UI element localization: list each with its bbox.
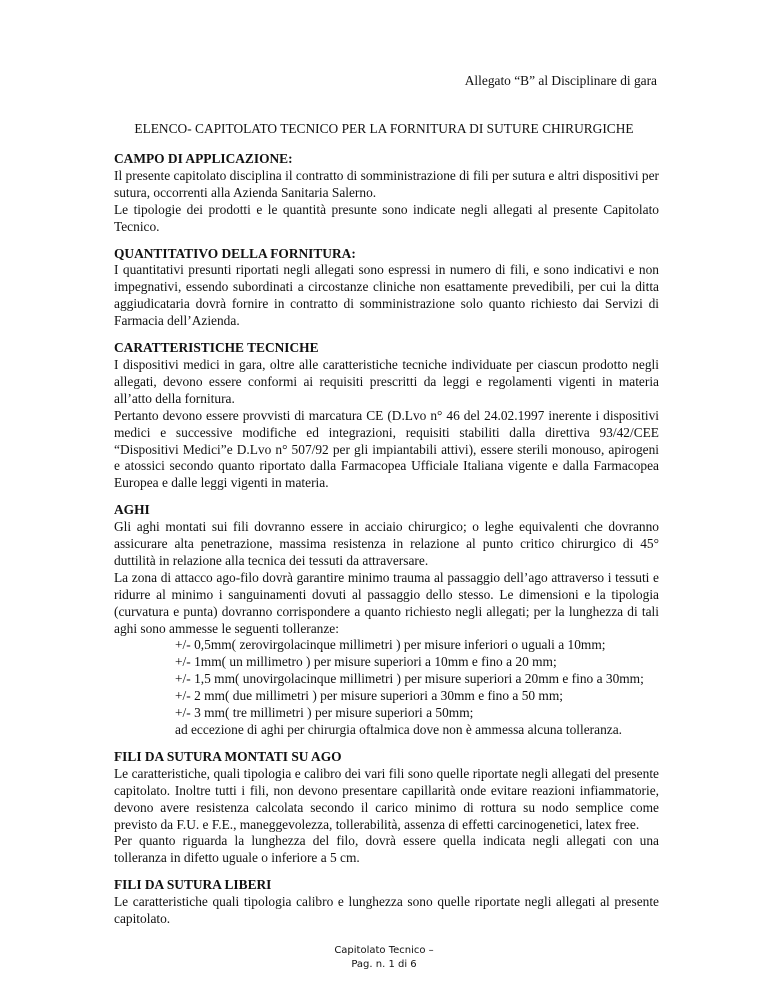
paragraph: Gli aghi montati sui fili dovranno essere in acciaio chirurgico; o leghe equivalenti che dovranno assicurare alta penetrazione, massima resistenza in relazione al punto critico chirurgico di 45° duttilità in relazione alla tecnica dei tessuti da attraversare. <box>114 519 659 568</box>
section-liberi <box>114 877 659 928</box>
paragraph: I dispositivi medici in gara, oltre alle caratteristiche tecniche individuate per ciascun prodotto negli allegati, devono essere conformi ai requisiti prescritti da leggi e regolamenti vigenti in materia all’atto della fornitura. <box>114 356 659 406</box>
footer-title: Capitolato Tecnico – <box>334 945 434 956</box>
paragraph: Il presente capitolato disciplina il contratto di somministrazione di fili per sutura e altri dispositivi per sutura, occorrenti alla Azienda Sanitaria Salerno. <box>114 167 659 200</box>
section-campo <box>114 151 659 236</box>
annex-reference: Allegato “B” al Disciplinare di gara <box>464 73 657 88</box>
section-caratteristiche <box>114 340 659 492</box>
paragraph: I quantitativi presunti riportati negli allegati sono espressi in numero di fili, e sono indicativi e non impegnativi, essendo subordinati a circostanze cliniche non esattamente prevedibili, per cui la ditta aggiudicataria dovrà fornire in contratto di somministrazione solo quanto richiesto dai Servizi di Farmacia dell’Azienda. <box>114 262 659 329</box>
page-number: Pag. n. 1 di 6 <box>351 959 417 970</box>
paragraph: Le caratteristiche quali tipologia calibro e lunghezza sono quelle riportate negli allegati al presente capitolato. <box>114 894 659 927</box>
tolerance-item: +/- 3 mm( tre millimetri ) per misure superiori a 50mm; <box>175 705 474 721</box>
section-montati <box>114 749 659 867</box>
tolerance-item: +/- 2 mm( due millimetri ) per misure superiori a 30mm e fino a 50 mm; <box>175 688 563 704</box>
section-title: FILI DA SUTURA LIBERI <box>114 877 272 893</box>
tolerance-item: +/- 1mm( un millimetro ) per misure superiori a 10mm e fino a 20 mm; <box>175 654 557 670</box>
paragraph: Per quanto riguarda la lunghezza del filo, dovrà essere quella indicata negli allegati con una tolleranza in difetto uguale o inferiore a 5 cm. <box>114 833 659 866</box>
section-aghi <box>114 502 659 739</box>
document-title: ELENCO- CAPITOLATO TECNICO PER LA FORNITURA DI SUTURE CHIRURGICHE <box>134 121 634 136</box>
paragraph: Le caratteristiche, quali tipologia e calibro dei vari fili sono quelle riportate negli allegati del presente capitolato. Inoltre tutti i fili, non devono presentare capillarità onde evitare reazioni infiammatorie, devono avere resistenza calcolata secondo il carico minimo di rottura su nodo semplice come previsto da F.U. e F.E., maneggevolezza, tollerabilità, assenza di effetti carcinogenetici, latex free. <box>114 765 659 832</box>
tolerance-exception: ad eccezione di aghi per chirurgia oftalmica dove non è ammessa alcuna tolleranza. <box>175 722 623 737</box>
tolerance-item: +/- 1,5 mm( unovirgolacinque millimetri ) per misure superiori a 20mm e fino a 30mm; <box>175 671 644 687</box>
tolerance-list <box>114 637 659 722</box>
paragraph: Pertanto devono essere provvisti di marcatura CE (D.Lvo n° 46 del 24.02.1997 inerente i dispositivi medici e successive modifiche ed integrazioni, requisiti stabiliti dalla direttiva 93/42/CEE “Dispositivi Medici”e D.Lvo n° 507/92 per gli impiantabili attivi), essere sterili monouso, apirogeni e atossici secondo quanto riportato dalla Farmacopea Ufficiale Italiana vigente e dalla Farmacopea Europea e dalle leggi vigenti in materia. <box>114 407 659 491</box>
tolerance-item: +/- 0,5mm( zerovirgolacinque millimetri ) per misure inferiori o uguali a 10mm; <box>175 637 606 653</box>
document-body <box>114 151 659 938</box>
page-footer <box>0 944 768 972</box>
section-quantitativo <box>114 246 659 331</box>
paragraph: La zona di attacco ago-filo dovrà garantire minimo trauma al passaggio dell’ago attraverso i tessuti e ridurre al minimo i sanguinamenti dovuti al passaggio dello stesso. Le dimensioni e la tipologia (curvatura e punta) dovranno corrispondere a quanto richiesto negli allegati; per la lunghezza di tali aghi sono ammesse le seguenti tolleranze: <box>114 569 659 636</box>
section-title: CARATTERISTICHE TECNICHE <box>114 340 319 356</box>
section-title: AGHI <box>114 502 150 518</box>
section-title: FILI DA SUTURA MONTATI SU AGO <box>114 748 342 764</box>
section-title: CAMPO DI APPLICAZIONE: <box>114 151 293 166</box>
paragraph: Le tipologie dei prodotti e le quantità presunte sono indicate negli allegati al presente Capitolato Tecnico. <box>114 201 659 234</box>
section-title: QUANTITATIVO DELLA FORNITURA: <box>114 245 356 261</box>
